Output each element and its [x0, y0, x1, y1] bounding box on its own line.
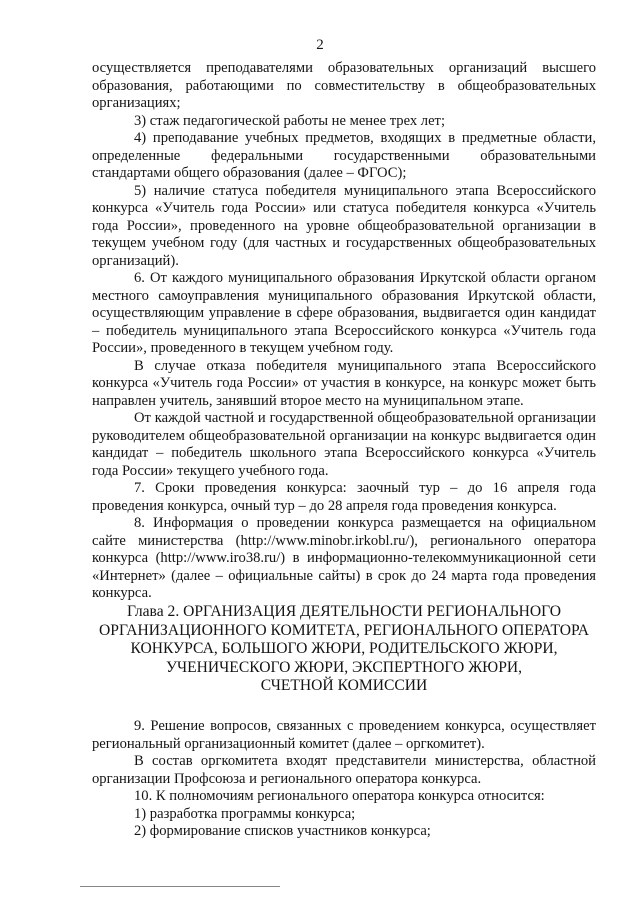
paragraph: 9. Решение вопросов, связанных с проведением конкурса, осуществляет региональный организационный комитет (далее – оргкомитет). [92, 718, 596, 752]
heading-line: ОРГАНИЗАЦИОННОГО КОМИТЕТА, РЕГИОНАЛЬНОГО ОПЕРАТОРА [99, 621, 589, 639]
paragraph: 8. Информация о проведении конкурса размещается на официальном сайте министерства (http://www.minobr.irkobl.ru/), регионального оператора конкурса (http://www.iro38.ru/) в информационно-телекоммуникационной сети «Интернет» (далее – официальные сайты) в срок до 24 марта года проведения конкурса. [92, 515, 596, 601]
paragraph: В случае отказа победителя муниципального этапа Всероссийского конкурса «Учитель года России» от участия в конкурсе, на конкурс может быть направлен учитель, занявший второе место на муниципальном этапе. [92, 357, 596, 409]
footer-rule [80, 886, 280, 887]
heading-line: Глава 2. ОРГАНИЗАЦИЯ ДЕЯТЕЛЬНОСТИ РЕГИОНАЛЬНОГО [127, 603, 561, 620]
paragraph: От каждой частной и государственной общеобразовательной организации руководителем общеобразовательной организации на конкурс выдвигается один кандидат – победитель школьного этапа Всероссийского конкурса «Учитель года России» текущего учебного года. [92, 410, 596, 479]
heading-line: УЧЕНИЧЕСКОГО ЖЮРИ, ЭКСПЕРТНОГО ЖЮРИ, [165, 658, 523, 676]
paragraph: 1) разработка программы конкурса; [134, 805, 356, 822]
paragraph: осуществляется преподавателями образовательных организаций высшего образования, работающими по совместительству в общеобразовательных организациях; [92, 60, 596, 111]
section-1-body [92, 60, 596, 603]
paragraph: 5) наличие статуса победителя муниципального этапа Всероссийского конкурса «Учитель года России» или статуса победителя конкурса «Учитель года России», проведенного на уровне общеобразовательной организации в текущем учебном году (для частных и государственных общеобразовательных организаций). [92, 182, 596, 269]
heading-line: СЧЕТНОЙ КОМИССИИ [260, 677, 428, 695]
paragraph: 10. К полномочиям регионального оператора конкурса относится: [134, 788, 545, 804]
heading-line: КОНКУРСА, БОЛЬШОГО ЖЮРИ, РОДИТЕЛЬСКОГО ЖЮРИ, [130, 640, 558, 658]
paragraph: 4) преподавание учебных предметов, входящих в предметные области, определенные федеральными государственными образовательными стандартами общего образования (далее – ФГОС); [92, 130, 596, 181]
chapter-2-heading [92, 603, 596, 696]
chapter-2-body [92, 718, 596, 841]
paragraph: 3) стаж педагогической работы не менее трех лет; [134, 112, 445, 129]
paragraph: В состав оргкомитета входят представители министерства, областной организации Профсоюза и регионального оператора конкурса. [92, 753, 596, 787]
paragraph: 6. От каждого муниципального образования Иркутской области органом местного самоуправления муниципального образования Иркутской области, осуществляющим управление в сфере образования, выдвигается один кандидат – победитель муниципального этапа Всероссийского конкурса «Учитель года России», проведенного в текущем учебном году. [92, 270, 596, 356]
paragraph: 2) формирование списков участников конкурса; [134, 823, 431, 839]
page-number: 2 [316, 37, 324, 53]
paragraph: 7. Сроки проведения конкурса: заочный тур – до 16 апреля года проведения конкурса, очный тур – до 28 апреля года проведения конкурса. [92, 480, 596, 514]
